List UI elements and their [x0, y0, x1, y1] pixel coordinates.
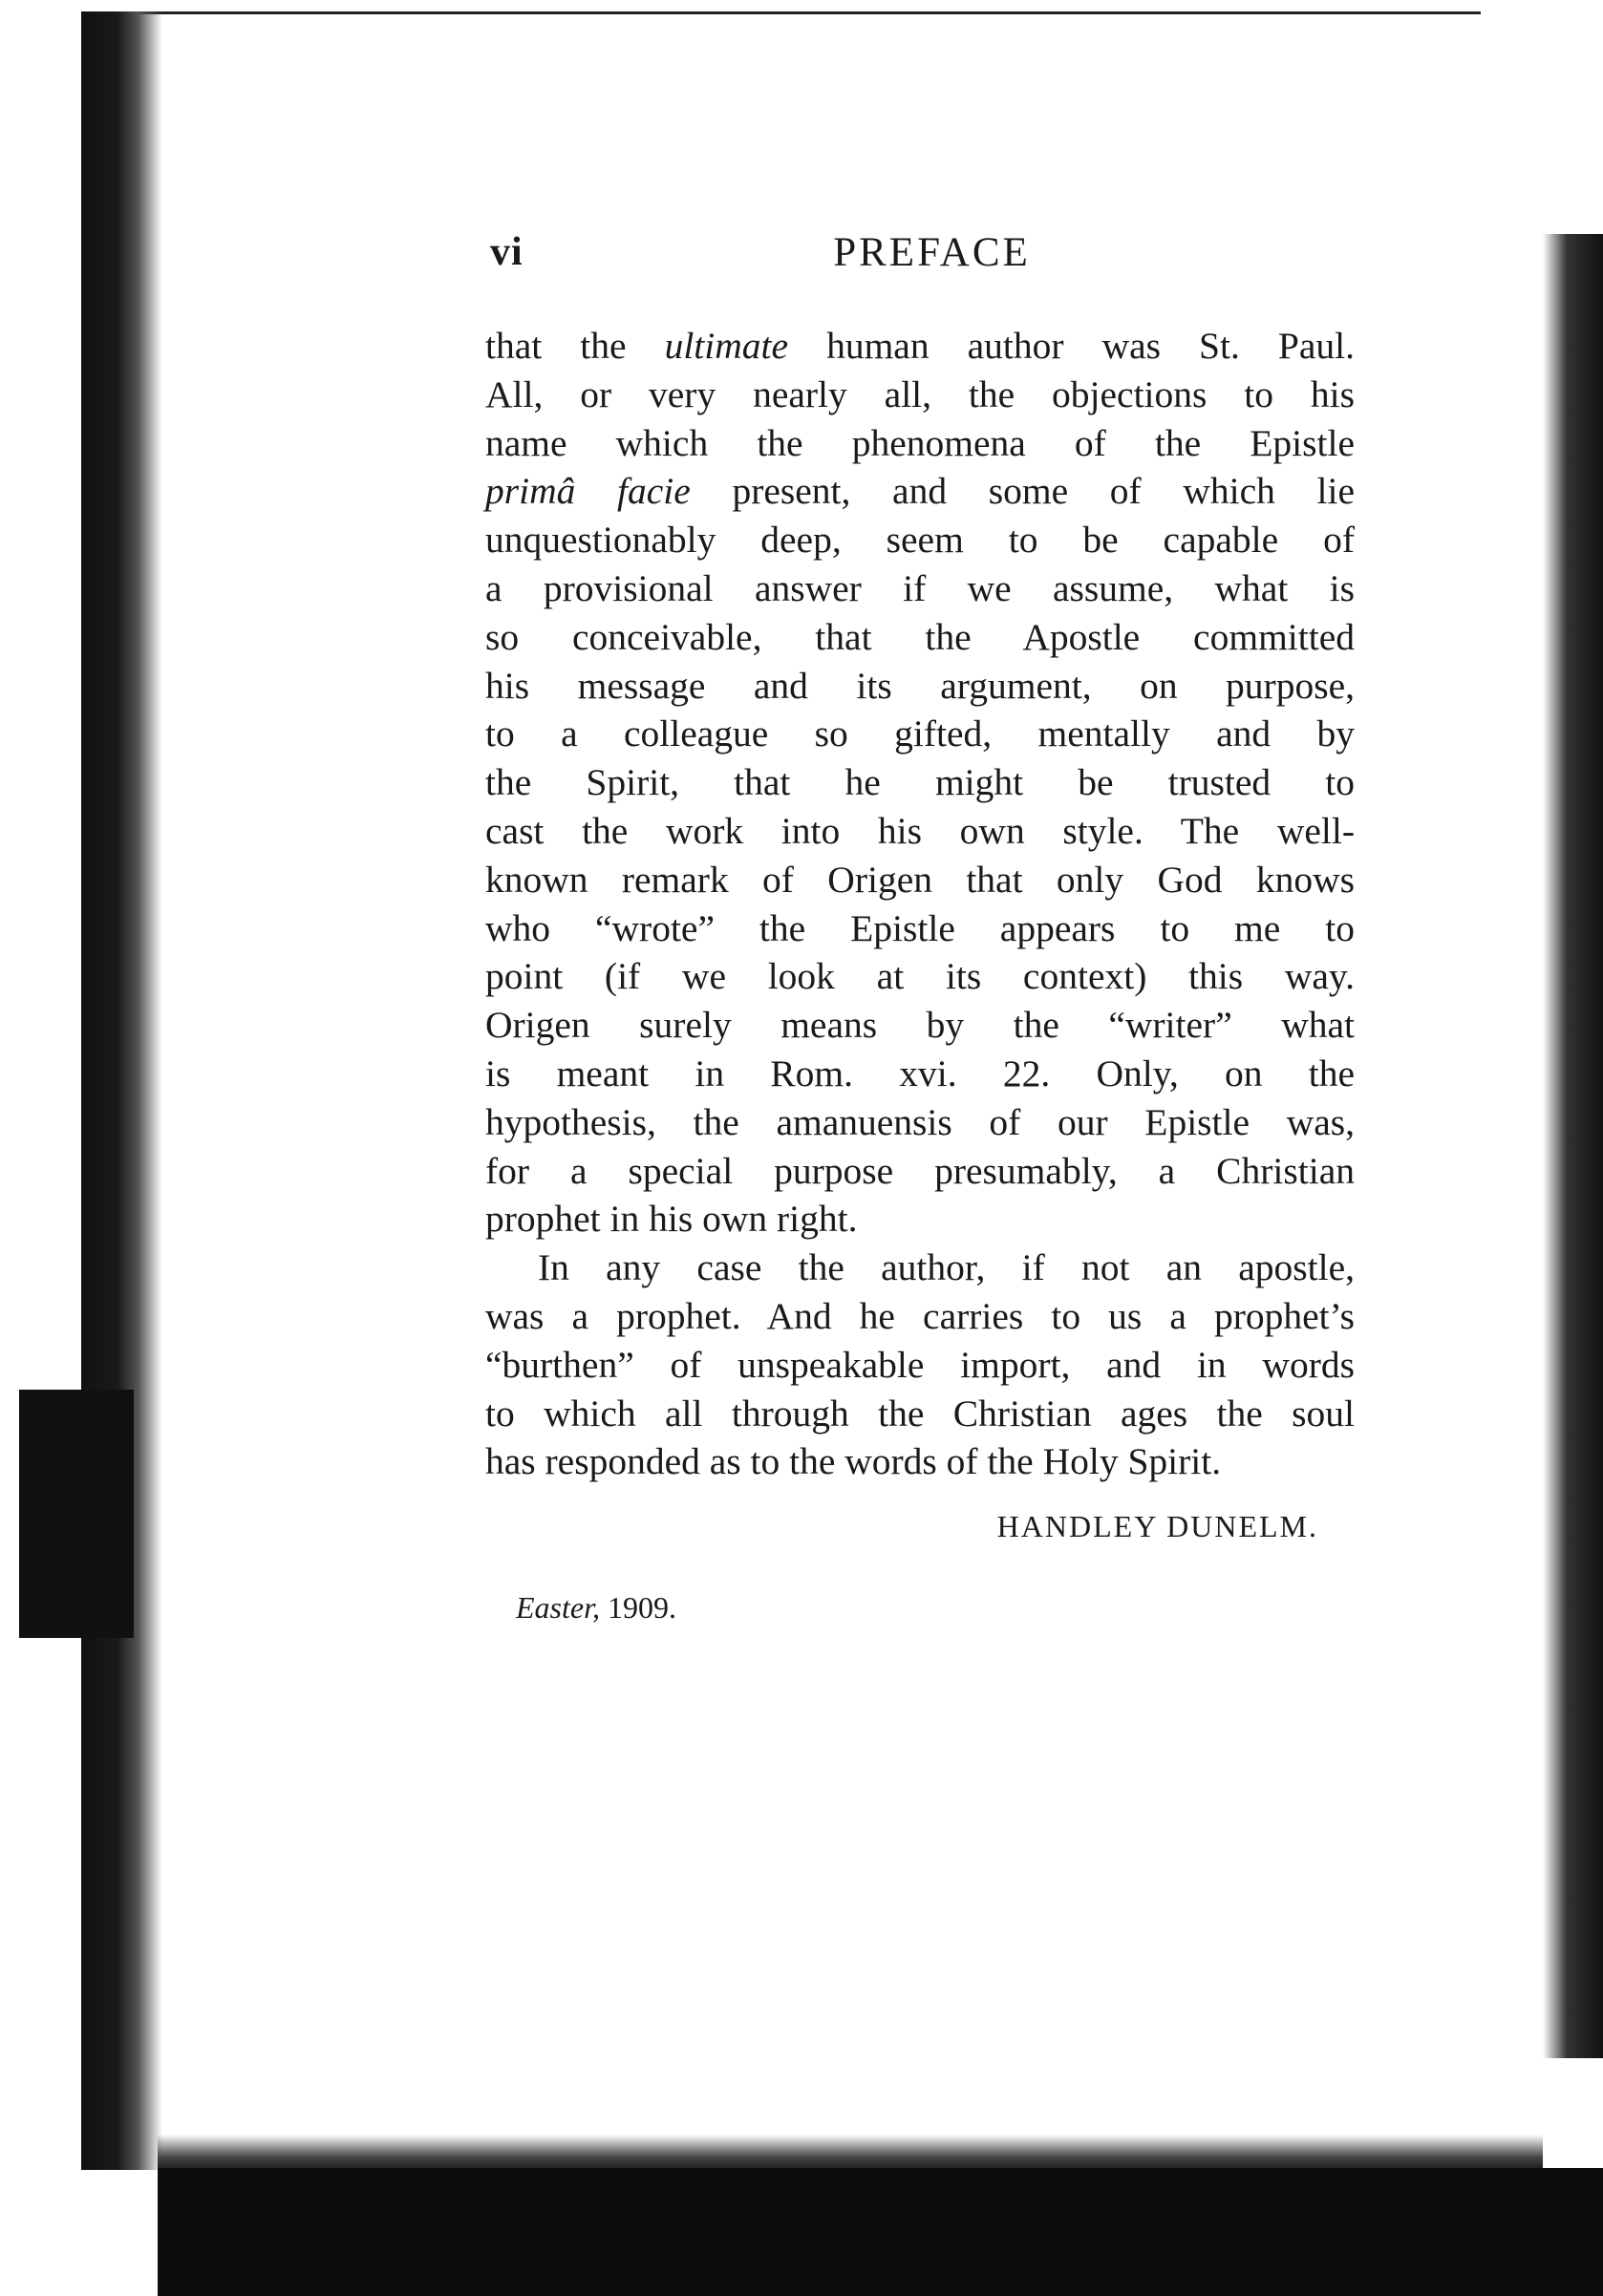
text-run: his message and its argument, on purpose, — [485, 664, 1355, 707]
text-line — [485, 952, 1355, 1001]
text-line — [485, 1244, 1355, 1292]
text-line — [485, 904, 1355, 953]
text-line — [485, 613, 1355, 662]
dateline-year: 1909. — [600, 1590, 676, 1625]
text-run: present, and some of which lie — [690, 470, 1355, 513]
text-line — [485, 856, 1355, 904]
text-line — [485, 1001, 1355, 1050]
italic-phrase: ultimate — [664, 325, 789, 367]
text-run: prophet in his own right. — [485, 1198, 858, 1241]
preface-body — [485, 322, 1355, 1486]
scan-border-right — [1543, 234, 1603, 2058]
text-run: known remark of Origen that only God knows — [485, 858, 1355, 901]
text-line — [485, 662, 1355, 711]
text-run: name which the phenomena of the Epistle — [485, 421, 1355, 464]
scan-shadow-left — [19, 1390, 134, 1638]
text-run: In any case the author, if not an apostle, — [538, 1246, 1355, 1289]
text-run: so conceivable, that the Apostle committed — [485, 615, 1355, 658]
text-line — [485, 322, 1355, 371]
text-run: who “wrote” the Epistle appears to me to — [485, 906, 1355, 949]
text-run: is meant in Rom. xvi. 22. Only, on the — [485, 1052, 1355, 1095]
text-run: cast the work into his own style. The well- — [485, 809, 1355, 852]
text-line — [485, 1341, 1355, 1390]
scan-border-left — [81, 11, 162, 2170]
scan-border-top — [86, 11, 1481, 14]
text-run: the Spirit, that he might be trusted to — [485, 761, 1355, 804]
running-head — [490, 229, 1355, 287]
scan-edge-bottom — [158, 2135, 1543, 2173]
signature: HANDLEY DUNELM. — [996, 1509, 1318, 1543]
text-run: a provisional answer if we assume, what is — [485, 566, 1355, 609]
page-title: PREFACE — [833, 230, 1031, 275]
italic-phrase: primâ facie — [485, 470, 691, 513]
text-line — [485, 758, 1355, 807]
text-run: human author was St. Paul. — [788, 325, 1355, 367]
dateline — [516, 1590, 676, 1626]
text-run: hypothesis, the amanuensis of our Epistle was, — [485, 1100, 1355, 1143]
text-run: “burthen” of unspeakable import, and in words — [485, 1343, 1355, 1386]
text-run: has responded as to the words of the Holy Spirit. — [485, 1440, 1222, 1483]
text-run: that the — [485, 325, 665, 367]
text-line — [485, 710, 1355, 758]
scan-border-bottom — [158, 2168, 1603, 2296]
text-line — [485, 467, 1355, 516]
text-line — [485, 564, 1355, 613]
text-line — [485, 1147, 1355, 1196]
text-run: was a prophet. And he carries to us a prophet’s — [485, 1294, 1355, 1337]
text-line — [485, 1050, 1355, 1098]
text-run: to a colleague so gifted, mentally and by — [485, 712, 1355, 755]
text-run: Origen surely means by the “writer” what — [485, 1004, 1355, 1047]
text-run: unquestionably deep, seem to be capable of — [485, 519, 1355, 562]
text-line — [485, 1292, 1355, 1341]
text-run: point (if we look at its context) this way. — [485, 955, 1355, 998]
text-line — [485, 1195, 1355, 1244]
text-line — [485, 1437, 1355, 1486]
text-line — [485, 419, 1355, 468]
text-line — [485, 1390, 1355, 1438]
page-number: vi — [490, 230, 524, 274]
text-run: to which all through the Christian ages the soul — [485, 1392, 1355, 1435]
text-run: for a special purpose presumably, a Christian — [485, 1149, 1355, 1192]
text-line — [485, 1098, 1355, 1147]
dateline-season: Easter, — [516, 1590, 600, 1625]
text-line — [485, 516, 1355, 564]
text-run: All, or very nearly all, the objections to his — [485, 372, 1355, 415]
text-line — [485, 807, 1355, 856]
text-line — [485, 371, 1355, 419]
